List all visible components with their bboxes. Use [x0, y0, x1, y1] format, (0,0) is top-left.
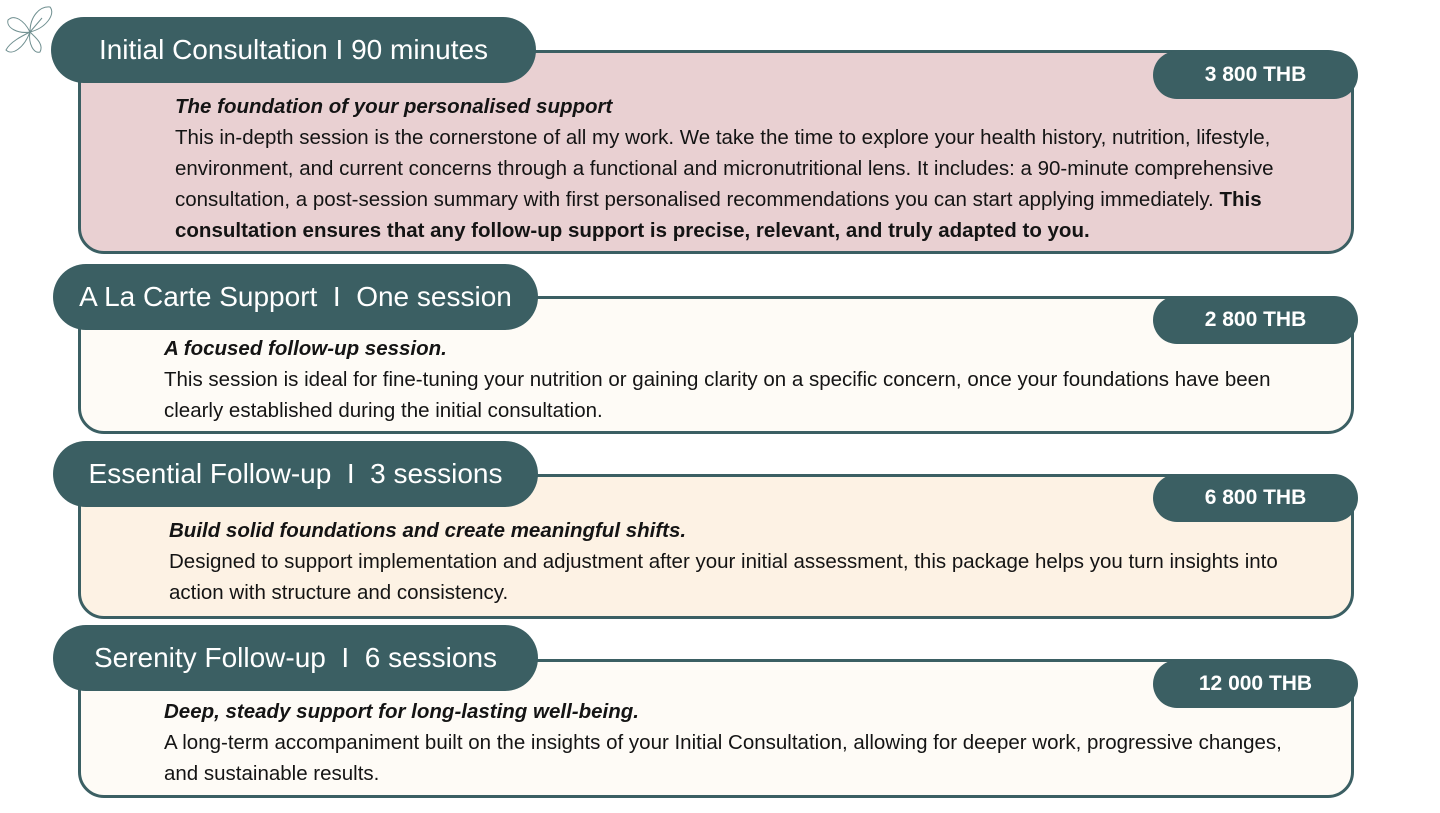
- price-badge-essential-follow-up: 6 800 THB: [1153, 474, 1358, 522]
- card-content: [164, 696, 1303, 789]
- price-badge-initial-consultation: 3 800 THB: [1153, 51, 1358, 99]
- service-subtitle: Build solid foundations and create meaningful shifts.: [169, 519, 687, 542]
- service-subtitle: The foundation of your personalised support: [175, 95, 613, 118]
- service-subtitle: Deep, steady support for long-lasting well-being.: [164, 700, 639, 723]
- service-title-a-la-carte: A La Carte Support I One session: [53, 264, 538, 330]
- service-description: A long-term accompaniment built on the insights of your Initial Consultation, allowing for deeper work, progressive changes, and sustainable results.: [164, 731, 1282, 785]
- service-title-initial-consultation: Initial Consultation I 90 minutes: [51, 17, 536, 83]
- service-description: This in-depth session is the cornerstone of all my work. We take the time to explore your health history, nutrition, lifestyle, environment, and current concerns through a functional and micronutritional lens. It includes: a 90-minute comprehensive consultation, a post-session summary with first personalised recommendations you can start applying immediately. This consultation ensures that any follow-up support is precise, relevant, and truly adapted to you.: [175, 126, 1274, 242]
- service-description: Designed to support implementation and adjustment after your initial assessment, this package helps you turn insights into action with structure and consistency.: [169, 550, 1278, 604]
- card-content: [164, 333, 1303, 426]
- service-subtitle: A focused follow-up session.: [164, 337, 447, 360]
- card-content: [169, 515, 1303, 608]
- price-badge-serenity-follow-up: 12 000 THB: [1153, 660, 1358, 708]
- card-content: [175, 91, 1303, 246]
- service-description-emphasis: This consultation ensures that any follow-up support is precise, relevant, and truly adapted to you.: [175, 188, 1262, 242]
- butterfly-icon: [0, 2, 58, 60]
- service-description: This session is ideal for fine-tuning your nutrition or gaining clarity on a specific concern, once your foundations have been clearly established during the initial consultation.: [164, 368, 1271, 422]
- service-title-essential-follow-up: Essential Follow-up I 3 sessions: [53, 441, 538, 507]
- service-title-serenity-follow-up: Serenity Follow-up I 6 sessions: [53, 625, 538, 691]
- price-badge-a-la-carte: 2 800 THB: [1153, 296, 1358, 344]
